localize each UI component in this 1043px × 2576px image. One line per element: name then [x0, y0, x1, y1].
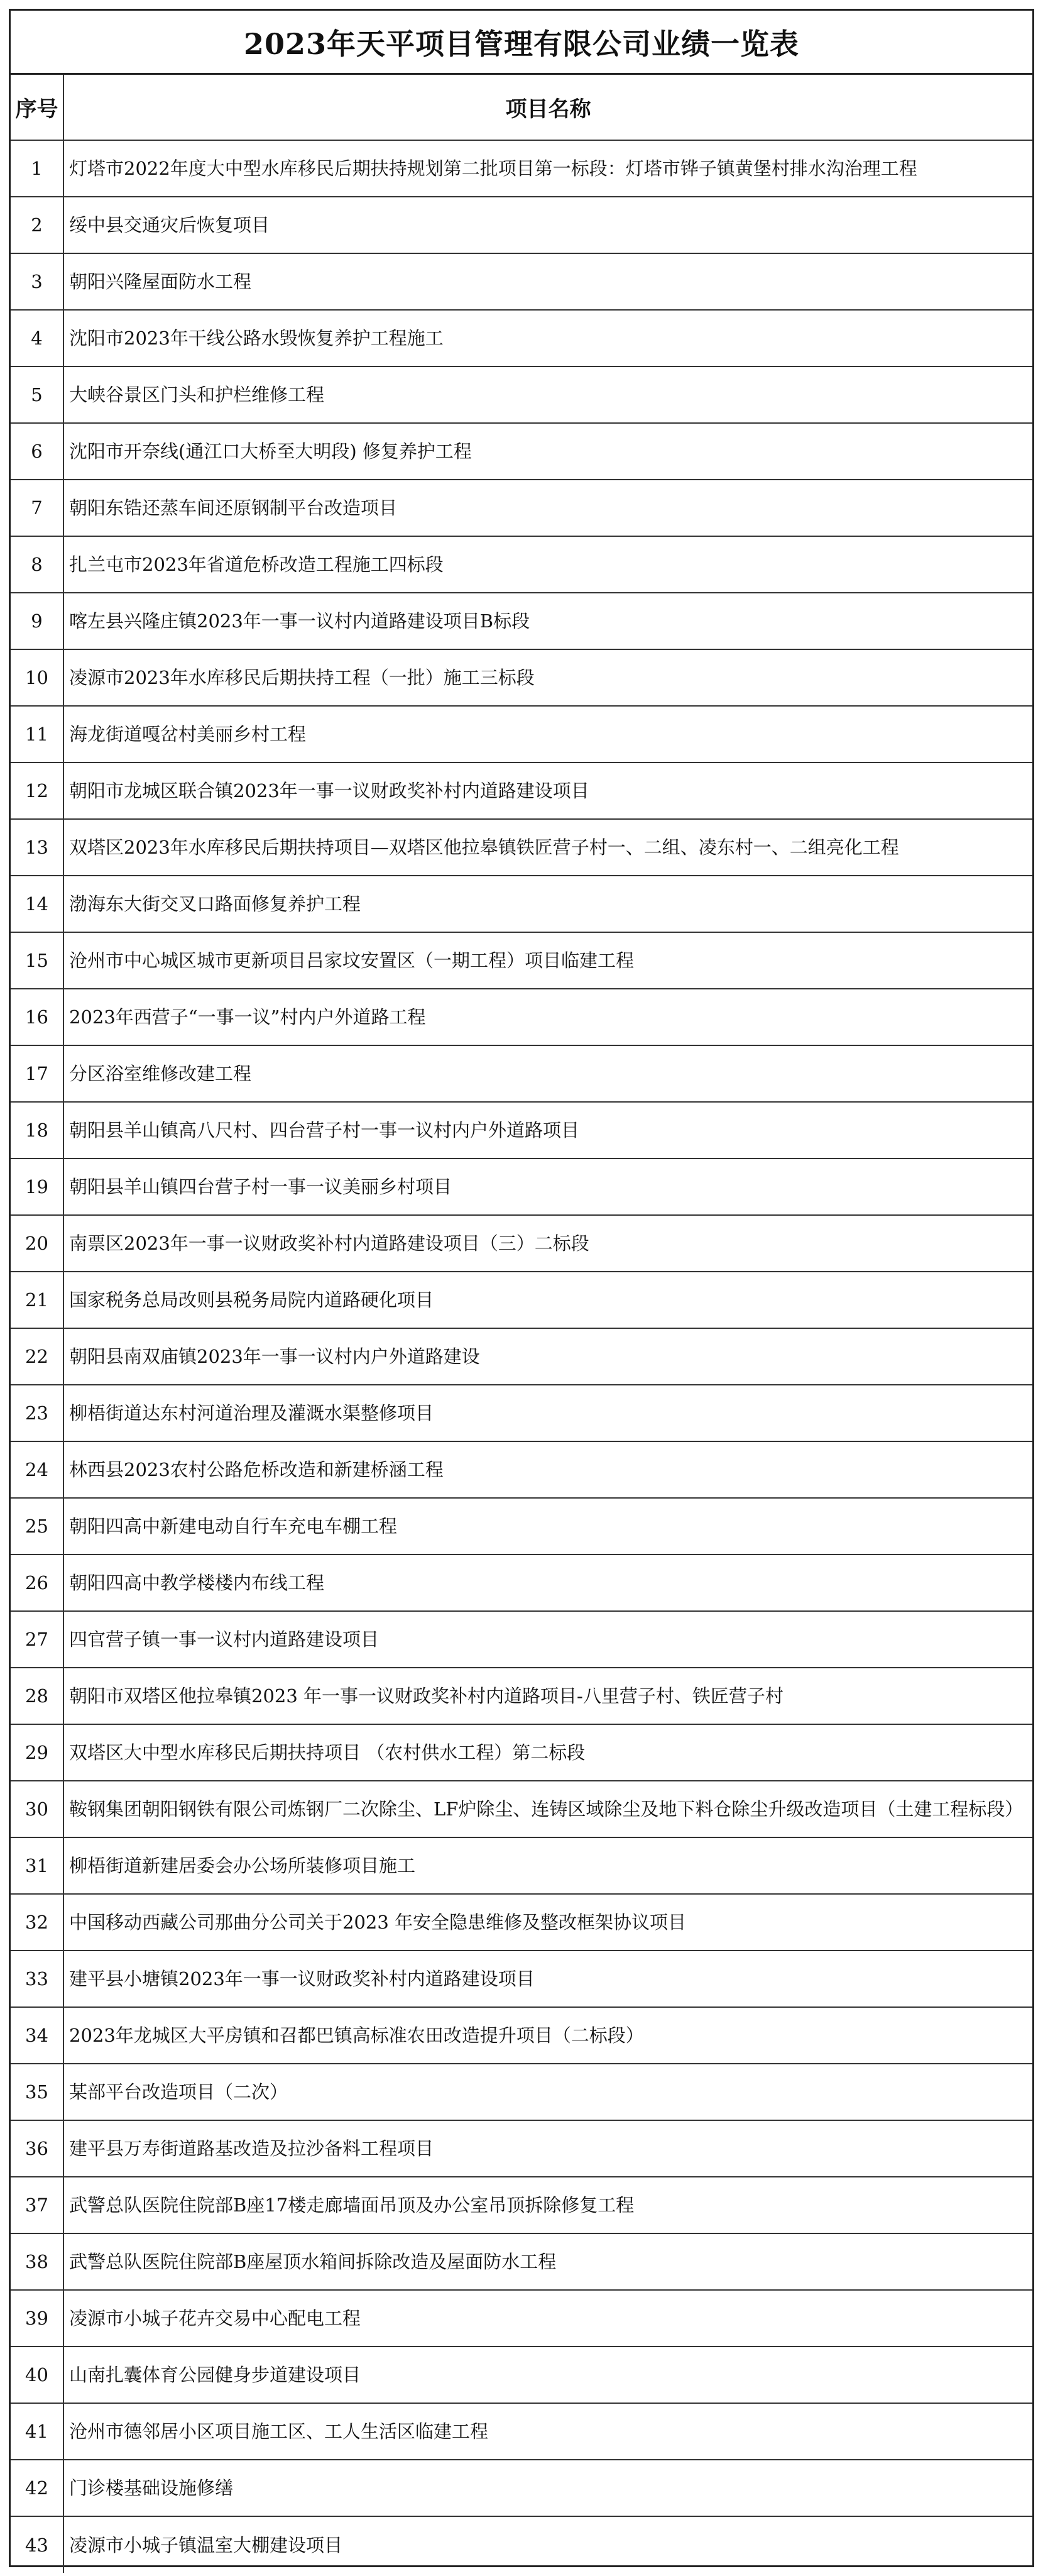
column-header-project-name: 项目名称	[63, 75, 1032, 140]
table-row	[11, 989, 1032, 1045]
project-name: 沈阳市2023年干线公路水毁恢复养护工程施工	[63, 310, 1032, 366]
project-name: 大峡谷景区门头和护栏维修工程	[63, 366, 1032, 423]
table-row	[11, 1385, 1032, 1441]
project-name: 朝阳四高中教学楼楼内布线工程	[63, 1555, 1032, 1611]
row-number: 8	[11, 536, 63, 593]
project-name: 朝阳县羊山镇四台营子村一事一议美丽乡村项目	[63, 1159, 1032, 1215]
project-name: 四官营子镇一事一议村内道路建设项目	[63, 1611, 1032, 1668]
project-table	[11, 75, 1032, 2573]
project-name: 柳梧街道达东村河道治理及灌溉水渠整修项目	[63, 1385, 1032, 1441]
project-name: 扎兰屯市2023年省道危桥改造工程施工四标段	[63, 536, 1032, 593]
project-name: 分区浴室维修改建工程	[63, 1045, 1032, 1102]
table-row	[11, 2347, 1032, 2403]
table-row	[11, 762, 1032, 819]
row-number: 37	[11, 2177, 63, 2233]
project-name: 沧州市中心城区城市更新项目吕家坟安置区（一期工程）项目临建工程	[63, 932, 1032, 989]
row-number: 43	[11, 2516, 63, 2573]
project-name: 建平县万寿街道路基改造及拉沙备料工程项目	[63, 2120, 1032, 2177]
project-name: 南票区2023年一事一议财政奖补村内道路建设项目（三）二标段	[63, 1215, 1032, 1272]
project-name: 柳梧街道新建居委会办公场所装修项目施工	[63, 1837, 1032, 1894]
table-row	[11, 2403, 1032, 2460]
table-row	[11, 1611, 1032, 1668]
project-name: 朝阳县南双庙镇2023年一事一议村内户外道路建设	[63, 1328, 1032, 1385]
row-number: 14	[11, 876, 63, 932]
table-row	[11, 1951, 1032, 2007]
project-name: 2023年龙城区大平房镇和召都巴镇高标准农田改造提升项目（二标段）	[63, 2007, 1032, 2064]
project-name: 国家税务总局改则县税务局院内道路硬化项目	[63, 1272, 1032, 1328]
row-number: 26	[11, 1555, 63, 1611]
table-row	[11, 1498, 1032, 1555]
row-number: 42	[11, 2460, 63, 2516]
project-name: 2023年西营子“一事一议”村内户外道路工程	[63, 989, 1032, 1045]
table-row	[11, 2516, 1032, 2573]
project-name: 林西县2023农村公路危桥改造和新建桥涵工程	[63, 1441, 1032, 1498]
table-row	[11, 1102, 1032, 1159]
table-row	[11, 1555, 1032, 1611]
table-row	[11, 819, 1032, 876]
table-row	[11, 932, 1032, 989]
row-number: 7	[11, 480, 63, 536]
project-name: 渤海东大街交叉口路面修复养护工程	[63, 876, 1032, 932]
table-header-row	[11, 75, 1032, 140]
row-number: 38	[11, 2233, 63, 2290]
table-row	[11, 2007, 1032, 2064]
row-number: 22	[11, 1328, 63, 1385]
row-number: 25	[11, 1498, 63, 1555]
row-number: 16	[11, 989, 63, 1045]
project-name: 朝阳兴隆屋面防水工程	[63, 253, 1032, 310]
row-number: 10	[11, 649, 63, 706]
project-name: 武警总队医院住院部B座屋顶水箱间拆除改造及屋面防水工程	[63, 2233, 1032, 2290]
row-number: 41	[11, 2403, 63, 2460]
row-number: 17	[11, 1045, 63, 1102]
table-row	[11, 1272, 1032, 1328]
table-row	[11, 876, 1032, 932]
row-number: 9	[11, 593, 63, 649]
table-row	[11, 1668, 1032, 1724]
row-number: 6	[11, 423, 63, 480]
table-row	[11, 1724, 1032, 1781]
project-name: 凌源市小城子镇温室大棚建设项目	[63, 2516, 1032, 2573]
table-row	[11, 536, 1032, 593]
row-number: 12	[11, 762, 63, 819]
row-number: 31	[11, 1837, 63, 1894]
table-row	[11, 1045, 1032, 1102]
row-number: 5	[11, 366, 63, 423]
row-number: 34	[11, 2007, 63, 2064]
project-name: 喀左县兴隆庄镇2023年一事一议村内道路建设项目B标段	[63, 593, 1032, 649]
performance-sheet	[9, 9, 1034, 2567]
row-number: 15	[11, 932, 63, 989]
table-row	[11, 2120, 1032, 2177]
project-name: 绥中县交通灾后恢复项目	[63, 197, 1032, 253]
table-row	[11, 310, 1032, 366]
table-row	[11, 649, 1032, 706]
project-name: 朝阳市龙城区联合镇2023年一事一议财政奖补村内道路建设项目	[63, 762, 1032, 819]
row-number: 19	[11, 1159, 63, 1215]
project-name: 朝阳四高中新建电动自行车充电车棚工程	[63, 1498, 1032, 1555]
table-row	[11, 366, 1032, 423]
table-row	[11, 480, 1032, 536]
row-number: 21	[11, 1272, 63, 1328]
table-row	[11, 2290, 1032, 2347]
row-number: 33	[11, 1951, 63, 2007]
project-name: 灯塔市2022年度大中型水库移民后期扶持规划第二批项目第一标段：灯塔市铧子镇黄堡村排水沟治理工程	[63, 140, 1032, 197]
table-row	[11, 1837, 1032, 1894]
table-row	[11, 423, 1032, 480]
row-number: 40	[11, 2347, 63, 2403]
row-number: 27	[11, 1611, 63, 1668]
project-name: 门诊楼基础设施修缮	[63, 2460, 1032, 2516]
project-name: 双塔区2023年水库移民后期扶持项目—双塔区他拉皋镇铁匠营子村一、二组、凌东村一、二组亮化工程	[63, 819, 1032, 876]
table-row	[11, 1215, 1032, 1272]
row-number: 36	[11, 2120, 63, 2177]
table-row	[11, 1781, 1032, 1837]
table-row	[11, 197, 1032, 253]
project-name: 沈阳市开奈线(通江口大桥至大明段) 修复养护工程	[63, 423, 1032, 480]
table-row	[11, 593, 1032, 649]
project-name: 沧州市德邻居小区项目施工区、工人生活区临建工程	[63, 2403, 1032, 2460]
project-name: 朝阳东锆还蒸车间还原钢制平台改造项目	[63, 480, 1032, 536]
row-number: 11	[11, 706, 63, 762]
table-row	[11, 706, 1032, 762]
column-header-number: 序号	[11, 75, 63, 140]
table-row	[11, 1159, 1032, 1215]
row-number: 20	[11, 1215, 63, 1272]
project-name: 山南扎囊体育公园健身步道建设项目	[63, 2347, 1032, 2403]
row-number: 1	[11, 140, 63, 197]
table-body	[11, 140, 1032, 2573]
row-number: 29	[11, 1724, 63, 1781]
table-row	[11, 2233, 1032, 2290]
project-name: 建平县小塘镇2023年一事一议财政奖补村内道路建设项目	[63, 1951, 1032, 2007]
row-number: 2	[11, 197, 63, 253]
table-row	[11, 1894, 1032, 1951]
row-number: 13	[11, 819, 63, 876]
row-number: 23	[11, 1385, 63, 1441]
table-row	[11, 140, 1032, 197]
table-row	[11, 2177, 1032, 2233]
project-name: 凌源市2023年水库移民后期扶持工程（一批）施工三标段	[63, 649, 1032, 706]
row-number: 39	[11, 2290, 63, 2347]
row-number: 28	[11, 1668, 63, 1724]
project-name: 海龙街道嘎岔村美丽乡村工程	[63, 706, 1032, 762]
project-name: 鞍钢集团朝阳钢铁有限公司炼钢厂二次除尘、LF炉除尘、连铸区域除尘及地下料仓除尘升级改造项目（土建工程标段）	[63, 1781, 1032, 1837]
project-name: 朝阳县羊山镇高八尺村、四台营子村一事一议村内户外道路项目	[63, 1102, 1032, 1159]
table-row	[11, 2460, 1032, 2516]
table-row	[11, 2064, 1032, 2120]
row-number: 35	[11, 2064, 63, 2120]
page-title: 2023年天平项目管理有限公司业绩一览表	[11, 11, 1032, 75]
project-name: 中国移动西藏公司那曲分公司关于2023 年安全隐患维修及整改框架协议项目	[63, 1894, 1032, 1951]
project-name: 朝阳市双塔区他拉皋镇2023 年一事一议财政奖补村内道路项目-八里营子村、铁匠营子村	[63, 1668, 1032, 1724]
row-number: 24	[11, 1441, 63, 1498]
table-row	[11, 253, 1032, 310]
row-number: 32	[11, 1894, 63, 1951]
row-number: 3	[11, 253, 63, 310]
project-name: 某部平台改造项目（二次）	[63, 2064, 1032, 2120]
row-number: 30	[11, 1781, 63, 1837]
table-row	[11, 1328, 1032, 1385]
table-row	[11, 1441, 1032, 1498]
project-name: 武警总队医院住院部B座17楼走廊墙面吊顶及办公室吊顶拆除修复工程	[63, 2177, 1032, 2233]
row-number: 18	[11, 1102, 63, 1159]
project-name: 双塔区大中型水库移民后期扶持项目 （农村供水工程）第二标段	[63, 1724, 1032, 1781]
project-name: 凌源市小城子花卉交易中心配电工程	[63, 2290, 1032, 2347]
row-number: 4	[11, 310, 63, 366]
